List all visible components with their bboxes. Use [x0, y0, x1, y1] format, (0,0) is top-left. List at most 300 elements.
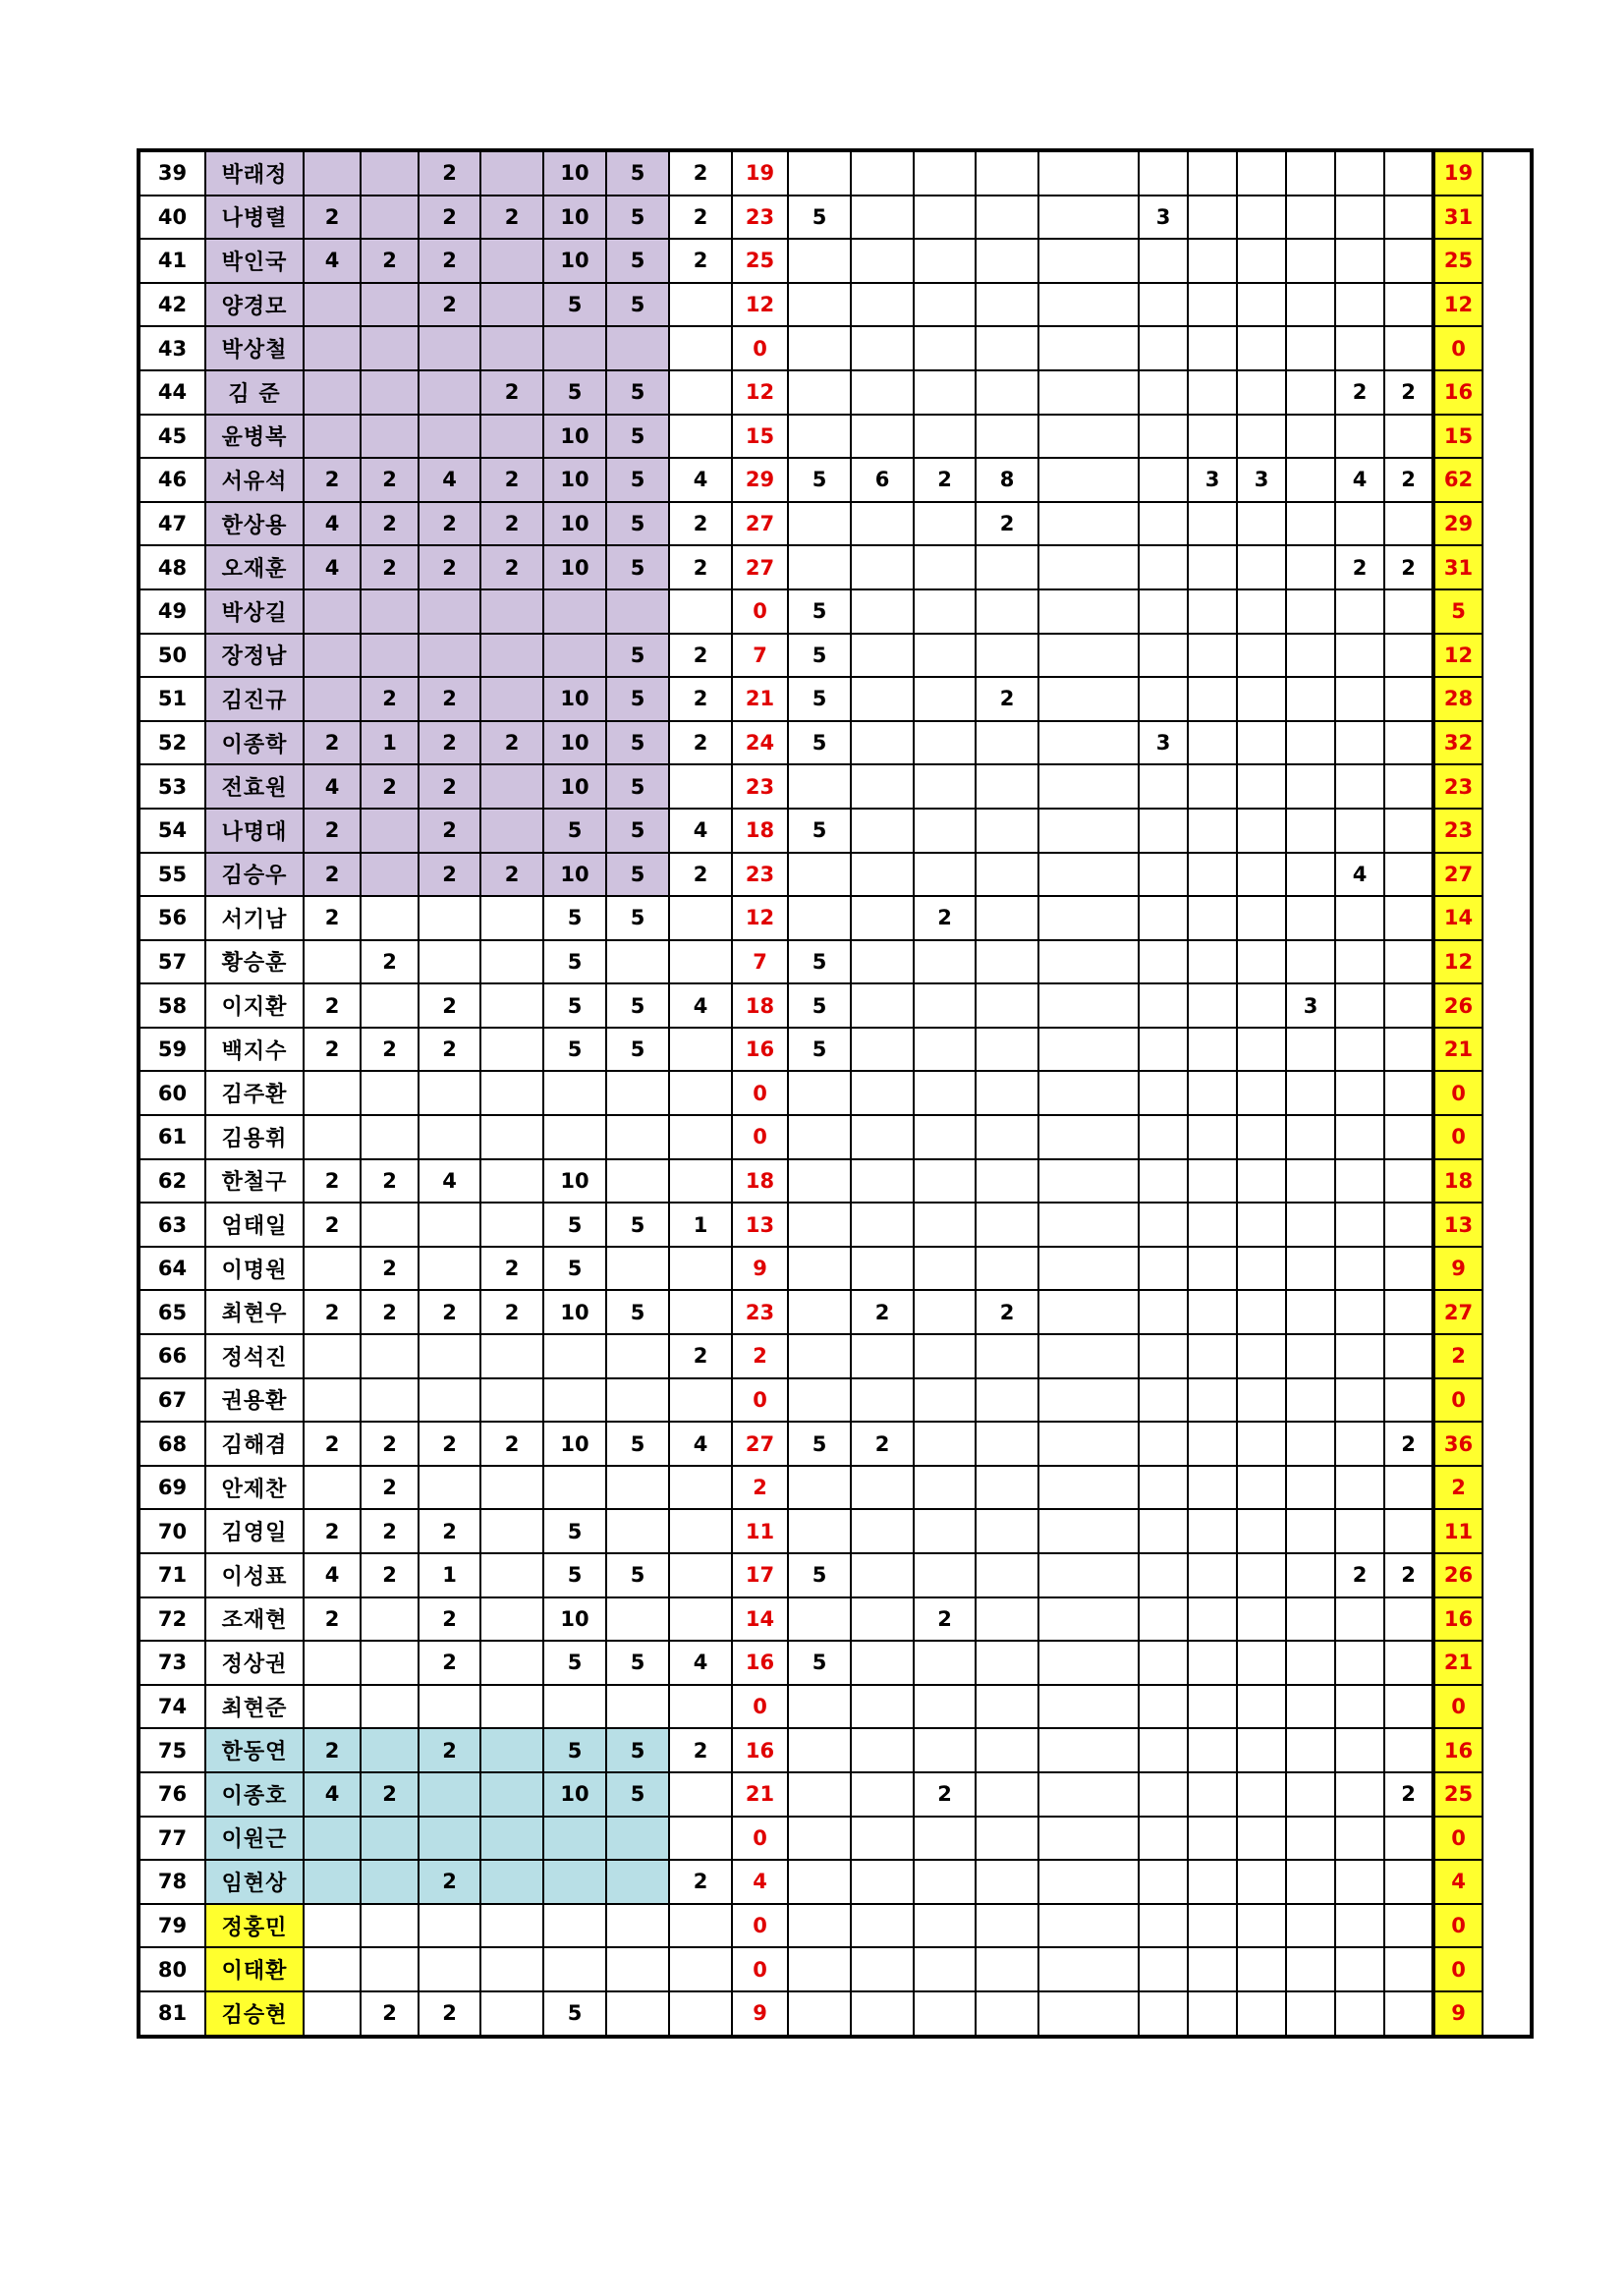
- extra-score-cell: [914, 370, 976, 415]
- score-cell: 2: [361, 1028, 419, 1072]
- extra-score-cell: [914, 150, 976, 196]
- score-cell: 2: [304, 853, 361, 897]
- extra-score-cell: [1286, 1028, 1335, 1072]
- score-cell: 4: [304, 545, 361, 589]
- score-cell: 2: [361, 677, 419, 721]
- extra-score-cell: [1188, 326, 1237, 370]
- subtotal-cell: 21: [732, 1772, 788, 1817]
- extra-score-cell: [1139, 502, 1188, 546]
- score-cell: 5: [606, 634, 669, 678]
- member-name-cell: 이명원: [205, 1247, 304, 1291]
- total-cell: 0: [1433, 1685, 1483, 1729]
- score-cell: [304, 326, 361, 370]
- score-cell: 5: [606, 721, 669, 765]
- score-cell: [606, 1991, 669, 2037]
- subtotal-cell: 0: [732, 1115, 788, 1159]
- member-name-cell: 엄태일: [205, 1203, 304, 1247]
- extra-score-cell: [1038, 1203, 1139, 1247]
- extra-score-cell: [976, 1203, 1038, 1247]
- extra-score-cell: [851, 502, 914, 546]
- score-cell: [543, 326, 606, 370]
- extra-score-cell: [976, 1247, 1038, 1291]
- extra-score-cell: [1188, 1685, 1237, 1729]
- extra-score-cell: [1188, 721, 1237, 765]
- score-cell: 2: [419, 1509, 480, 1553]
- extra-score-cell: [851, 940, 914, 984]
- score-cell: [480, 1071, 543, 1115]
- score-cell: 2: [361, 1159, 419, 1204]
- extra-score-cell: [851, 1597, 914, 1642]
- extra-score-cell: [976, 415, 1038, 459]
- score-cell: [419, 1772, 480, 1817]
- subtotal-cell: 14: [732, 1597, 788, 1642]
- score-cell: [304, 589, 361, 634]
- extra-score-cell: [1188, 545, 1237, 589]
- extra-score-cell: 2: [1384, 545, 1433, 589]
- score-cell: [304, 634, 361, 678]
- table-row: [139, 983, 1532, 1028]
- extra-score-cell: [1188, 764, 1237, 809]
- extra-score-cell: [851, 589, 914, 634]
- row-number-cell: 52: [139, 721, 205, 765]
- score-cell: [480, 1466, 543, 1510]
- extra-score-cell: [1286, 1509, 1335, 1553]
- score-cell: [669, 896, 732, 940]
- score-cell: 5: [606, 1772, 669, 1817]
- extra-score-cell: [1038, 1728, 1139, 1772]
- total-cell: 19: [1433, 150, 1483, 196]
- score-cell: [480, 1597, 543, 1642]
- score-cell: [419, 1685, 480, 1729]
- extra-score-cell: [1139, 283, 1188, 327]
- total-cell: 62: [1433, 458, 1483, 502]
- total-cell: 21: [1433, 1028, 1483, 1072]
- extra-score-cell: [1038, 1772, 1139, 1817]
- score-cell: [361, 1597, 419, 1642]
- subtotal-cell: 0: [732, 326, 788, 370]
- score-cell: 2: [419, 1641, 480, 1685]
- member-name-cell: 한철구: [205, 1159, 304, 1204]
- extra-score-cell: [1286, 1071, 1335, 1115]
- row-number-cell: 56: [139, 896, 205, 940]
- extra-score-cell: [1139, 1553, 1188, 1597]
- extra-score-cell: [914, 764, 976, 809]
- member-name-cell: 김진규: [205, 677, 304, 721]
- member-name-cell: 안제찬: [205, 1466, 304, 1510]
- extra-score-cell: [851, 721, 914, 765]
- extra-score-cell: [1335, 1685, 1384, 1729]
- score-cell: 2: [304, 1728, 361, 1772]
- total-cell: 4: [1433, 1860, 1483, 1904]
- score-cell: 2: [419, 1728, 480, 1772]
- score-cell: 5: [606, 415, 669, 459]
- extra-score-cell: [1038, 1991, 1139, 2037]
- member-name-cell: 최현우: [205, 1290, 304, 1334]
- subtotal-cell: 9: [732, 1247, 788, 1291]
- extra-score-cell: [1038, 1553, 1139, 1597]
- total-cell: 9: [1433, 1247, 1483, 1291]
- score-cell: [419, 1817, 480, 1861]
- score-cell: [480, 1553, 543, 1597]
- extra-score-cell: [1335, 677, 1384, 721]
- score-cell: 4: [304, 239, 361, 283]
- extra-score-cell: [1286, 326, 1335, 370]
- score-cell: 2: [419, 1991, 480, 2037]
- extra-score-cell: [1139, 1115, 1188, 1159]
- total-cell: 13: [1433, 1203, 1483, 1247]
- extra-score-cell: [788, 1203, 851, 1247]
- table-row: [139, 1947, 1532, 1991]
- extra-score-cell: [788, 1685, 851, 1729]
- score-cell: 2: [419, 1597, 480, 1642]
- extra-score-cell: [976, 1860, 1038, 1904]
- score-cell: 2: [419, 150, 480, 196]
- extra-score-cell: [851, 1115, 914, 1159]
- extra-score-cell: [1286, 1378, 1335, 1423]
- score-cell: 2: [361, 239, 419, 283]
- extra-score-cell: 2: [914, 1772, 976, 1817]
- total-cell: 29: [1433, 502, 1483, 546]
- score-cell: 2: [669, 1860, 732, 1904]
- extra-score-cell: [1139, 1597, 1188, 1642]
- extra-score-cell: [1038, 809, 1139, 853]
- score-cell: 2: [304, 1290, 361, 1334]
- score-cell: 5: [606, 1203, 669, 1247]
- extra-score-cell: [1335, 1159, 1384, 1204]
- score-cell: 10: [543, 1159, 606, 1204]
- score-cell: [606, 1947, 669, 1991]
- extra-score-cell: [1335, 196, 1384, 240]
- extra-score-cell: [788, 326, 851, 370]
- extra-score-cell: [851, 853, 914, 897]
- score-cell: [361, 196, 419, 240]
- extra-score-cell: [1335, 1860, 1384, 1904]
- score-cell: [606, 1817, 669, 1861]
- subtotal-cell: 12: [732, 896, 788, 940]
- score-cell: [419, 415, 480, 459]
- extra-score-cell: [1384, 1115, 1433, 1159]
- score-cell: 2: [419, 721, 480, 765]
- extra-score-cell: [1237, 1904, 1286, 1948]
- extra-score-cell: [851, 150, 914, 196]
- extra-score-cell: [1038, 326, 1139, 370]
- extra-score-cell: [1286, 1772, 1335, 1817]
- extra-score-cell: [976, 1466, 1038, 1510]
- row-number-cell: 71: [139, 1553, 205, 1597]
- score-cell: 5: [543, 940, 606, 984]
- extra-score-cell: [1038, 1247, 1139, 1291]
- table-row: [139, 370, 1532, 415]
- extra-score-cell: [1188, 1641, 1237, 1685]
- score-cell: [304, 1685, 361, 1729]
- total-cell: 27: [1433, 853, 1483, 897]
- subtotal-cell: 18: [732, 809, 788, 853]
- score-cell: [304, 940, 361, 984]
- total-cell: 26: [1433, 1553, 1483, 1597]
- score-cell: [480, 1728, 543, 1772]
- member-name-cell: 김주환: [205, 1071, 304, 1115]
- extra-score-cell: [976, 1422, 1038, 1466]
- extra-score-cell: [1188, 634, 1237, 678]
- score-cell: [361, 415, 419, 459]
- member-name-cell: 정석진: [205, 1334, 304, 1378]
- score-cell: 5: [606, 1641, 669, 1685]
- row-number-cell: 72: [139, 1597, 205, 1642]
- score-cell: 2: [304, 896, 361, 940]
- extra-score-cell: 5: [788, 809, 851, 853]
- score-cell: 2: [419, 853, 480, 897]
- score-cell: [669, 1817, 732, 1861]
- extra-score-cell: [1237, 1553, 1286, 1597]
- extra-score-cell: 2: [914, 896, 976, 940]
- extra-score-cell: [1384, 239, 1433, 283]
- extra-score-cell: 5: [788, 1028, 851, 1072]
- score-cell: [480, 589, 543, 634]
- score-cell: [361, 1378, 419, 1423]
- extra-score-cell: [1038, 239, 1139, 283]
- extra-score-cell: [851, 239, 914, 283]
- extra-score-cell: [1237, 1466, 1286, 1510]
- member-name-cell: 전효원: [205, 764, 304, 809]
- extra-score-cell: [1335, 634, 1384, 678]
- member-name-cell: 서유석: [205, 458, 304, 502]
- extra-score-cell: [1188, 1904, 1237, 1948]
- score-cell: [361, 1860, 419, 1904]
- score-cell: 5: [606, 239, 669, 283]
- member-name-cell: 서기남: [205, 896, 304, 940]
- score-cell: [361, 283, 419, 327]
- extra-score-cell: [788, 1597, 851, 1642]
- member-name-cell: 박상길: [205, 589, 304, 634]
- score-cell: 5: [606, 1553, 669, 1597]
- table-row: [139, 589, 1532, 634]
- member-name-cell: 김영일: [205, 1509, 304, 1553]
- score-cell: [419, 940, 480, 984]
- extra-score-cell: [788, 1728, 851, 1772]
- total-cell: 12: [1433, 634, 1483, 678]
- extra-score-cell: [851, 896, 914, 940]
- extra-score-cell: [1384, 634, 1433, 678]
- extra-score-cell: [914, 545, 976, 589]
- extra-score-cell: [1188, 853, 1237, 897]
- table-row: [139, 196, 1532, 240]
- extra-score-cell: 5: [788, 589, 851, 634]
- score-cell: [669, 283, 732, 327]
- member-name-cell: 김승현: [205, 1991, 304, 2037]
- score-cell: [419, 326, 480, 370]
- score-cell: [304, 1334, 361, 1378]
- extra-score-cell: [788, 1071, 851, 1115]
- extra-score-cell: [1237, 1115, 1286, 1159]
- member-name-cell: 이종호: [205, 1772, 304, 1817]
- score-cell: [606, 1247, 669, 1291]
- score-cell: [361, 809, 419, 853]
- score-cell: [304, 415, 361, 459]
- table-row: [139, 1509, 1532, 1553]
- extra-score-cell: [788, 415, 851, 459]
- table-row: [139, 764, 1532, 809]
- score-cell: 10: [543, 1290, 606, 1334]
- subtotal-cell: 0: [732, 589, 788, 634]
- extra-score-cell: [914, 1947, 976, 1991]
- member-name-cell: 정홍민: [205, 1904, 304, 1948]
- table-row: [139, 1728, 1532, 1772]
- extra-score-cell: [1384, 1290, 1433, 1334]
- score-cell: [606, 1860, 669, 1904]
- extra-score-cell: [1286, 1860, 1335, 1904]
- extra-score-cell: [788, 545, 851, 589]
- subtotal-cell: 16: [732, 1728, 788, 1772]
- score-cell: [361, 983, 419, 1028]
- extra-score-cell: [788, 370, 851, 415]
- member-name-cell: 조재현: [205, 1597, 304, 1642]
- extra-score-cell: [1139, 1466, 1188, 1510]
- extra-score-cell: [1384, 1641, 1433, 1685]
- extra-score-cell: [1286, 853, 1335, 897]
- extra-score-cell: [1384, 896, 1433, 940]
- score-cell: [480, 896, 543, 940]
- extra-score-cell: [976, 1685, 1038, 1729]
- extra-score-cell: [1384, 283, 1433, 327]
- total-cell: 23: [1433, 809, 1483, 853]
- extra-score-cell: [1286, 1597, 1335, 1642]
- extra-score-cell: [976, 196, 1038, 240]
- score-cell: [669, 1991, 732, 2037]
- extra-score-cell: [1038, 1597, 1139, 1642]
- extra-score-cell: [1188, 1509, 1237, 1553]
- score-cell: 2: [419, 1290, 480, 1334]
- extra-score-cell: [914, 677, 976, 721]
- extra-score-cell: [1038, 545, 1139, 589]
- extra-score-cell: [1335, 1728, 1384, 1772]
- score-cell: [304, 1817, 361, 1861]
- extra-score-cell: [851, 1334, 914, 1378]
- subtotal-cell: 23: [732, 196, 788, 240]
- subtotal-cell: 27: [732, 1422, 788, 1466]
- extra-score-cell: [1286, 677, 1335, 721]
- score-cell: [669, 1247, 732, 1291]
- extra-score-cell: [1335, 1641, 1384, 1685]
- row-number-cell: 81: [139, 1991, 205, 2037]
- table-row: [139, 721, 1532, 765]
- extra-score-cell: [1335, 150, 1384, 196]
- score-cell: 2: [669, 239, 732, 283]
- extra-score-cell: [1237, 589, 1286, 634]
- extra-score-cell: [1237, 1203, 1286, 1247]
- table-row: [139, 1685, 1532, 1729]
- subtotal-cell: 2: [732, 1334, 788, 1378]
- extra-score-cell: [1038, 1115, 1139, 1159]
- extra-score-cell: [1286, 1991, 1335, 2037]
- extra-score-cell: [1237, 1991, 1286, 2037]
- extra-score-cell: [976, 283, 1038, 327]
- table-row: [139, 545, 1532, 589]
- score-cell: 10: [543, 721, 606, 765]
- extra-score-cell: [976, 1947, 1038, 1991]
- score-cell: 2: [304, 1159, 361, 1204]
- table-row: [139, 150, 1532, 196]
- score-cell: [606, 1904, 669, 1948]
- table-row: [139, 1597, 1532, 1642]
- score-cell: 2: [361, 764, 419, 809]
- row-number-cell: 48: [139, 545, 205, 589]
- total-cell: 0: [1433, 326, 1483, 370]
- extra-score-cell: [1237, 1641, 1286, 1685]
- extra-score-cell: [1038, 634, 1139, 678]
- score-cell: 4: [669, 983, 732, 1028]
- score-cell: 2: [480, 853, 543, 897]
- score-cell: [304, 1466, 361, 1510]
- subtotal-cell: 0: [732, 1378, 788, 1423]
- extra-score-cell: [914, 1860, 976, 1904]
- extra-score-cell: [1188, 1159, 1237, 1204]
- extra-score-cell: [1286, 1641, 1335, 1685]
- extra-score-cell: [1335, 1071, 1384, 1115]
- score-cell: [304, 1904, 361, 1948]
- extra-score-cell: [1384, 1685, 1433, 1729]
- score-cell: [419, 370, 480, 415]
- score-cell: 5: [606, 370, 669, 415]
- extra-score-cell: [1286, 370, 1335, 415]
- total-cell: 0: [1433, 1947, 1483, 1991]
- score-cell: 2: [304, 1509, 361, 1553]
- extra-score-cell: [1286, 940, 1335, 984]
- extra-score-cell: [976, 634, 1038, 678]
- extra-score-cell: [1286, 1904, 1335, 1948]
- score-cell: 10: [543, 1772, 606, 1817]
- extra-score-cell: [1237, 370, 1286, 415]
- extra-score-cell: [914, 1817, 976, 1861]
- extra-score-cell: [914, 1290, 976, 1334]
- score-cell: 10: [543, 853, 606, 897]
- score-cell: 1: [419, 1553, 480, 1597]
- score-cell: 1: [361, 721, 419, 765]
- score-cell: [669, 415, 732, 459]
- score-cell: [361, 1728, 419, 1772]
- extra-score-cell: [976, 1071, 1038, 1115]
- extra-score-cell: [1038, 721, 1139, 765]
- score-cell: 2: [480, 1422, 543, 1466]
- extra-score-cell: 5: [788, 983, 851, 1028]
- member-name-cell: 박래정: [205, 150, 304, 196]
- score-cell: [669, 1509, 732, 1553]
- row-number-cell: 57: [139, 940, 205, 984]
- extra-score-cell: [1038, 1860, 1139, 1904]
- extra-score-cell: [1188, 283, 1237, 327]
- extra-score-cell: [1286, 545, 1335, 589]
- extra-score-cell: [1335, 1509, 1384, 1553]
- extra-score-cell: [1384, 1860, 1433, 1904]
- subtotal-cell: 7: [732, 940, 788, 984]
- extra-score-cell: [788, 1290, 851, 1334]
- extra-score-cell: [1038, 1466, 1139, 1510]
- total-cell: 23: [1433, 764, 1483, 809]
- total-cell: 2: [1433, 1466, 1483, 1510]
- member-name-cell: 양경모: [205, 283, 304, 327]
- extra-score-cell: 8: [976, 458, 1038, 502]
- extra-score-cell: [914, 1203, 976, 1247]
- extra-score-cell: [1237, 1509, 1286, 1553]
- extra-score-cell: [976, 1728, 1038, 1772]
- extra-score-cell: [1038, 1817, 1139, 1861]
- score-cell: [669, 1159, 732, 1204]
- score-cell: 10: [543, 677, 606, 721]
- score-cell: 5: [606, 502, 669, 546]
- subtotal-cell: 12: [732, 283, 788, 327]
- score-cell: [480, 1028, 543, 1072]
- extra-score-cell: [1038, 1159, 1139, 1204]
- table-row: [139, 502, 1532, 546]
